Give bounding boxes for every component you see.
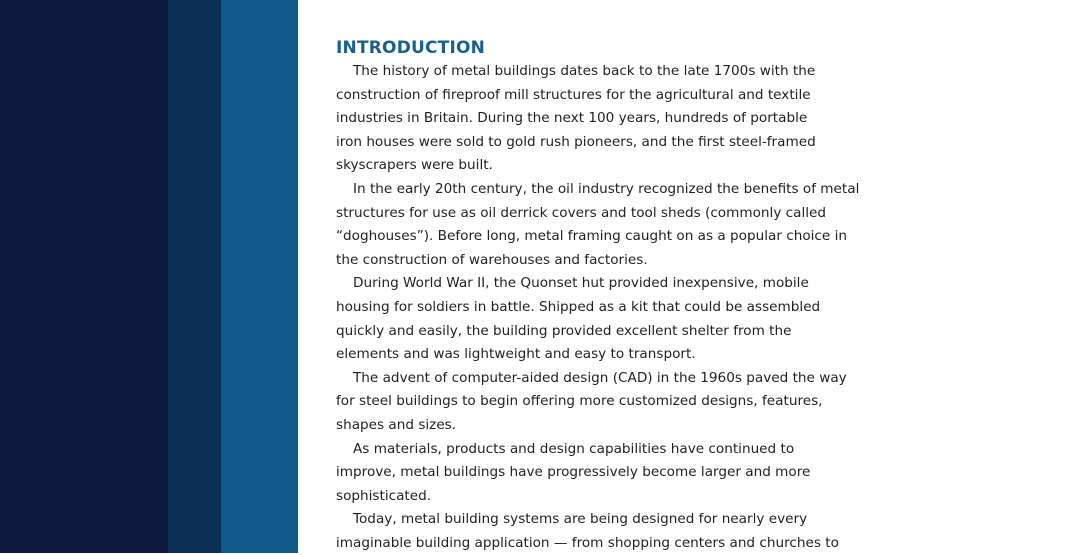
sidebar-band-dark-blue	[168, 0, 221, 553]
paragraph-world-war-ii: During World War II, the Quonset hut provided inexpensive, mobile housing for soldiers in battle. Shipped as a kit that could be assembled quickly and easily, the building provided excellent shelter from the elements and was lightweight and easy to transport.	[336, 275, 821, 363]
sidebar-band-navy	[0, 0, 168, 553]
sidebar-band-steel-blue	[221, 0, 298, 553]
section-heading: INTRODUCTION	[336, 38, 486, 58]
paragraph-materials: As materials, products and design capabilities have continued to improve, metal buildings have progressively become larger and more sophisticated.	[336, 440, 811, 504]
paragraph-history: The history of metal buildings dates back to the late 1700s with the construction of fireproof mill structures for the agricultural and textile industries in Britain. During the next 100 years, hundreds of portable iron houses were sold to gold rush pioneers, and the first steel-framed skyscrapers were built.	[336, 63, 816, 174]
document-body	[336, 36, 936, 555]
paragraph-today: Today, metal building systems are being designed for nearly every imaginable building application — from shopping centers and churches to	[336, 511, 839, 551]
paragraph-cad: The advent of computer-aided design (CAD) in the 1960s paved the way for steel buildings to begin offering more customized designs, features, shapes and sizes.	[336, 369, 847, 433]
paragraph-oil-industry: In the early 20th century, the oil industry recognized the benefits of metal structures for use as oil derrick covers and tool sheds (commonly called “doghouses”). Before long, metal framing caught on as a popular choice in the construction of warehouses and factories.	[336, 180, 860, 268]
